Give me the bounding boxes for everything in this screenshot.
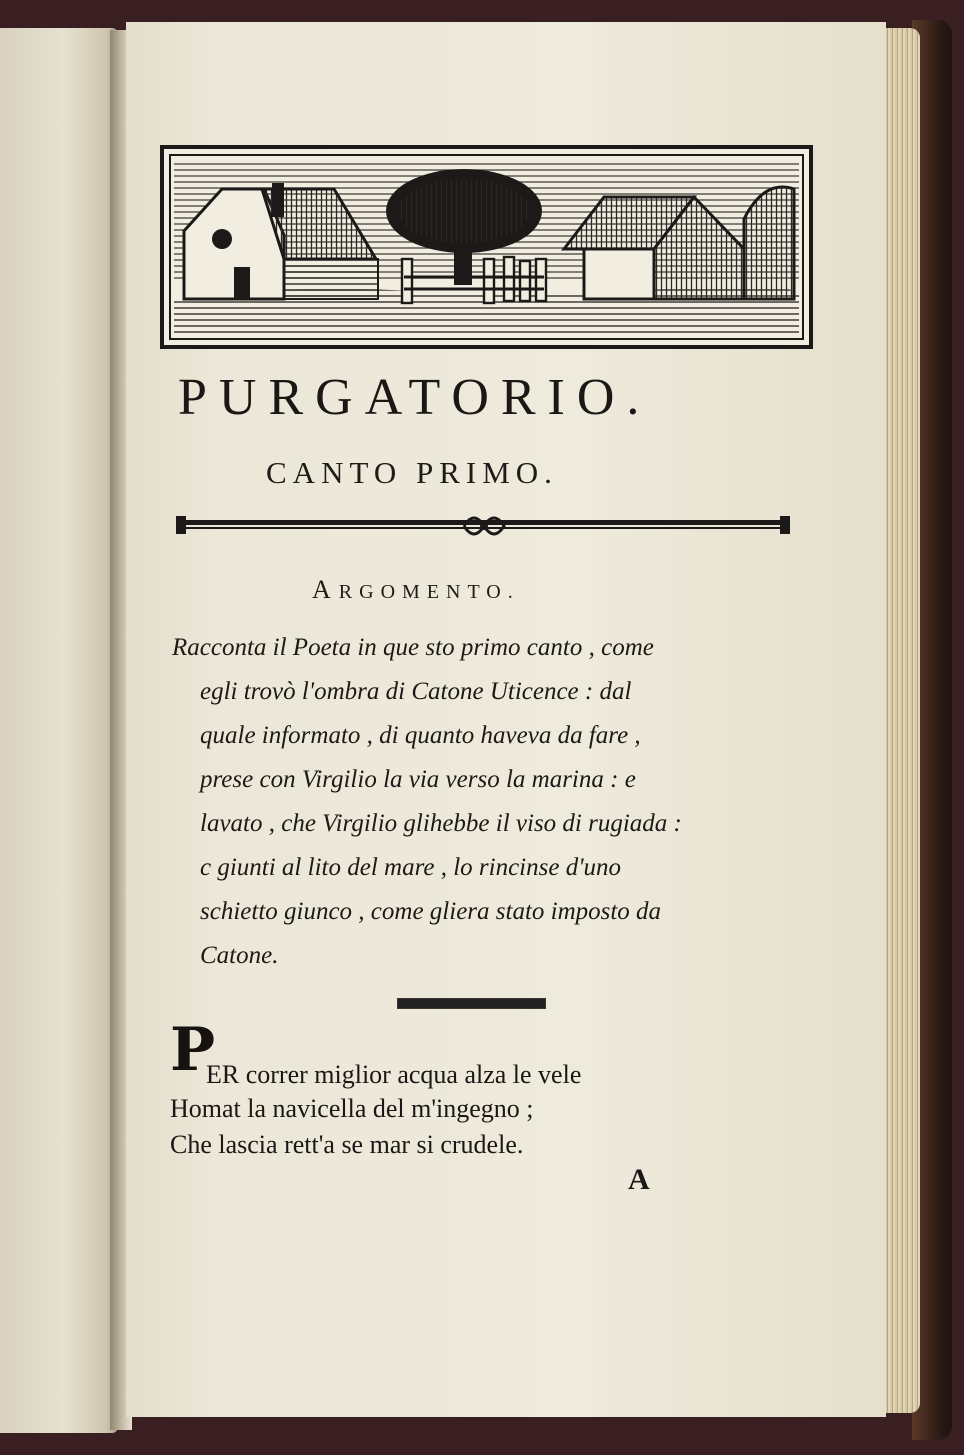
verse-line: Homat la navicella del m'ingegno ; — [170, 1094, 534, 1123]
argument-line: schietto giunco , come gliera stato imposto da — [200, 898, 662, 925]
verse-line: Che lascia rett'a se mar si crudele. — [170, 1130, 524, 1159]
argument-line: Catone. — [200, 942, 279, 969]
woodcut-illustration — [160, 145, 813, 349]
ornamental-rule-icon — [176, 508, 790, 544]
canto-subtitle: CANTO PRIMO. — [266, 455, 558, 490]
section-rule — [398, 999, 545, 1008]
drop-cap: P — [170, 1015, 216, 1085]
argument-heading — [312, 575, 672, 605]
argument-line: Racconta il Poeta in que sto primo canto , come — [172, 634, 654, 661]
argument-heading-initial: A — [312, 575, 339, 604]
argument-line: quale informato , di quanto haveva da fare , — [200, 722, 641, 749]
argument-line: lavato , che Virgilio glihebbe il viso di rugiada : — [200, 810, 682, 837]
page-title: PURGATORIO. — [178, 369, 652, 426]
argument-line: c giunti al lito del mare , lo rincinse d'uno — [200, 854, 622, 881]
argument-line: egli trovò l'ombra di Catone Uticence : dal — [200, 678, 632, 705]
verse-line: ER correr miglior acqua alza le vele — [206, 1060, 582, 1089]
argument-heading-rest: RGOMENTO. — [338, 581, 520, 603]
left-page-edge — [0, 28, 118, 1433]
signature-mark: A — [628, 1163, 650, 1196]
farmhouse-landscape-icon — [164, 149, 809, 345]
page-edges — [880, 28, 920, 1413]
argument-line: prese con Virgilio la via verso la marina : e — [200, 766, 636, 793]
